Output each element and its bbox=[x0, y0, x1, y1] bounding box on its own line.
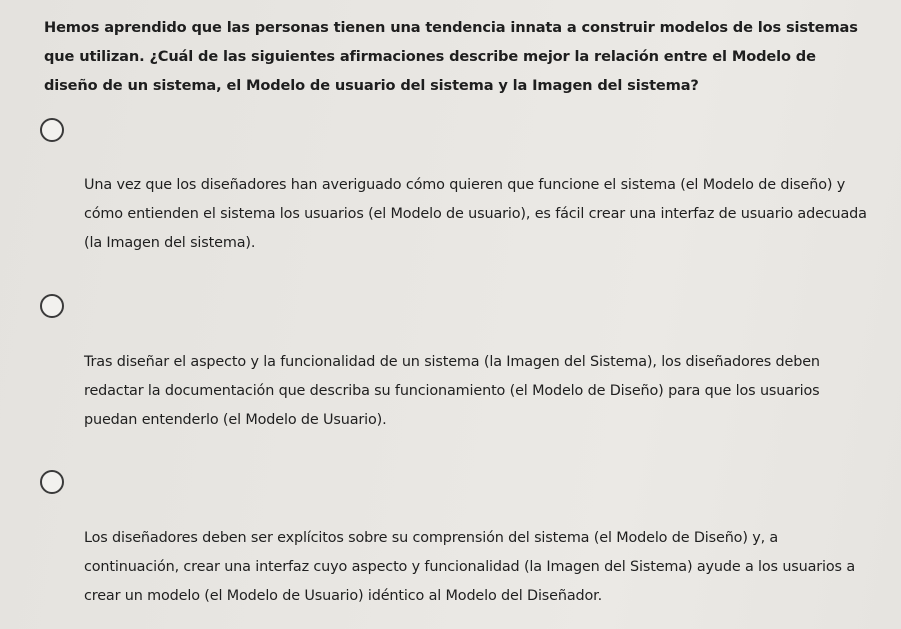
radio-button-option-2[interactable] bbox=[40, 294, 64, 318]
option-3-label: Los diseñadores deben ser explícitos sobre su comprensión del sistema (el Modelo de Diseño) y, a continuación, crear una interfaz cuyo aspecto y funcionalidad (la Imagen del Sistema) ayude a los usuarios a crear un modelo (el Modelo de Usuario) idéntico al Modelo del Diseñador. bbox=[84, 530, 855, 604]
question-text: Hemos aprendido que las personas tienen una tendencia innata a construir modelos de los sistemas que utilizan. ¿Cuál de las siguientes afirmaciones describe mejor la relación entre el Modelo de diseño de un sistema, el Modelo de usuario del sistema y la Imagen del sistema? bbox=[44, 19, 858, 94]
option-1-label: Una vez que los diseñadores han averiguado cómo quieren que funcione el sistema (el Modelo de diseño) y cómo entienden el sistema los usuarios (el Modelo de usuario), es fácil crear una interfaz de usuario adecuada (la Imagen del sistema). bbox=[84, 177, 867, 251]
option-2-label: Tras diseñar el aspecto y la funcionalidad de un sistema (la Imagen del Sistema), los diseñadores deben redactar la documentación que describa su funcionamiento (el Modelo de Diseño) para que los usuarios puedan entenderlo (el Modelo de Usuario). bbox=[84, 354, 820, 428]
radio-button-option-3[interactable] bbox=[40, 470, 64, 494]
radio-button-option-1[interactable] bbox=[40, 118, 64, 142]
